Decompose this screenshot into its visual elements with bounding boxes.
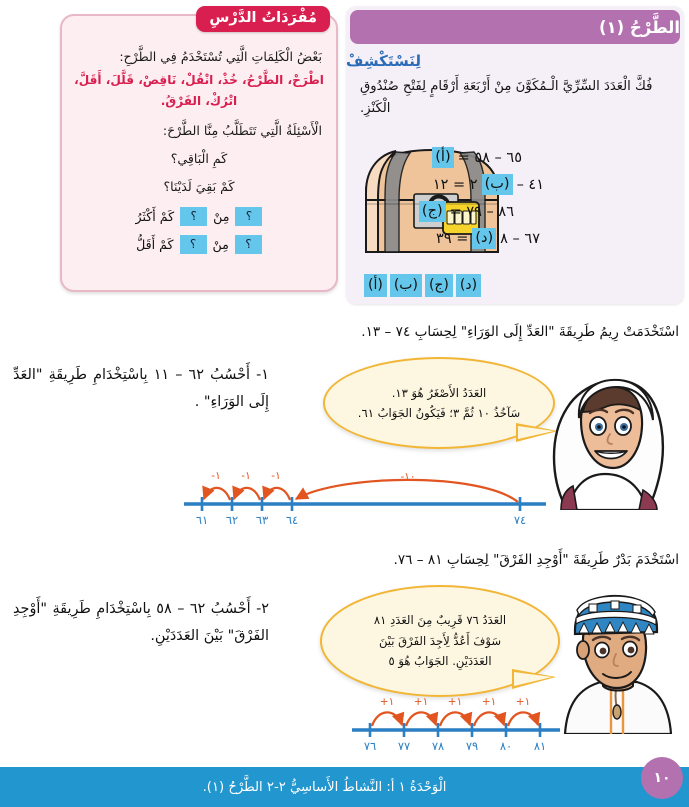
svg-text:٨١: ٨١	[533, 739, 547, 753]
exercise-2-number-line	[348, 694, 564, 754]
question-4-chip-1: ؟	[180, 235, 207, 254]
lesson-vocabulary-card	[60, 10, 338, 292]
svg-text:١+: ١+	[481, 696, 497, 708]
lesson-title: الطَّرْحُ (١)	[599, 17, 680, 37]
question-3-chip-1: ؟	[180, 207, 207, 226]
girl-bubble-line-1: العَدَدُ الأَصْغَرُ هُوَ ١٣.	[391, 385, 487, 400]
vocabulary-card-title: مُفْرَدَاتُ الدَّرْسِ	[196, 6, 330, 32]
exercise-1-number: ١-	[256, 367, 269, 383]
page-footer	[0, 767, 689, 807]
vocabulary-intro-text: بَعْضُ الْكَلِمَاتِ الَّتِي تُسْتَخْدَمُ فِي الطَّرْحِ:	[119, 49, 322, 64]
answer-slot-b[interactable]: (ب)	[390, 274, 422, 297]
vocabulary-question-3	[72, 207, 326, 226]
svg-text:١-: ١-	[241, 470, 251, 482]
equation-row-b	[354, 171, 544, 198]
equation-b-right: ٢ = ١٢	[432, 176, 478, 193]
question-3-chip-2: ؟	[235, 207, 262, 226]
vocabulary-question-1: كَمِ الْبَاقِي؟	[170, 151, 228, 167]
svg-text:٦١: ٦١	[195, 513, 209, 527]
boy-bubble-line-1: العَدَدُ ٧٦ قَرِيبٌ مِنَ العَدَدِ ٨١	[373, 612, 507, 627]
svg-text:١-: ١-	[211, 470, 221, 482]
equation-c-left: ٨٦ – ٧٩ =	[449, 203, 514, 220]
exercise-2-number: ٢-	[256, 601, 269, 617]
answer-slot-d[interactable]: (د)	[456, 274, 481, 297]
exercise-2-task	[13, 596, 269, 649]
vocabulary-question-4	[72, 235, 326, 254]
vocabulary-word-list: اطْرَحْ، الطَّرْحُ، خُذْ، انْقُلْ، نَاقِصْ، قَلَّلَ، أَقَلَّ، اتْرُكْ، الفَرْقُ.	[74, 73, 324, 109]
question-4-chip-2: ؟	[235, 235, 262, 254]
exercise-1-task	[13, 362, 269, 415]
svg-text:٧٦: ٧٦	[363, 739, 377, 753]
exercise-1-intro: اسْتَخْدَمَتْ رِيمُ طَرِيقَةَ "العَدِّ إِلَى الوَرَاءِ" لِحِسَابِ ٧٤ – ١٣.	[361, 324, 679, 340]
exercise-2-task-text: أَحْسُبُ ٦٢ – ٥٨ بِاسْتِخْدَامِ طَرِيقَةِ "أَوْجِدِ الفَرْقَ" بَيْنَ العَدَدَيْنِ.	[13, 601, 269, 644]
svg-text:٨٠: ٨٠	[499, 739, 513, 753]
svg-text:١+: ١+	[447, 696, 463, 708]
footer-text: الْوَحْدَةُ ١ أ: النَّشاطُ الأَساسِيُّ ٢-٢ الطَّرْحُ (١).	[202, 779, 447, 795]
secret-number-equations	[354, 144, 544, 252]
exercise-2-intro: اسْتَخْدَمَ بَدْرٌ طَرِيقَةَ "أَوْجِدِ الفَرْقَ" لِحِسَابِ ٨١ – ٧٦.	[393, 552, 679, 568]
exercise-1-task-text: أَحْسُبُ ٦٢ – ١١ بِاسْتِخْدَامِ طَرِيقَةِ "العَدِّ إِلَى الوَرَاءِ" .	[13, 367, 269, 410]
svg-text:٦٣: ٦٣	[255, 513, 269, 527]
equation-row-d	[354, 225, 544, 252]
equation-row-a	[354, 144, 544, 171]
question-4-prefix: كَمْ أَقَلُّ	[136, 237, 174, 253]
explore-prompt-text: فُكَّ الْعَدَدَ السِّرِّيَّ الْـمُكَوَّنَ مِنْ أَرْبَعَةِ أَرْقَامٍ لِفَتْحِ صُنْدُوقِ الْكَنْزِ.	[360, 79, 653, 117]
equation-c-blank[interactable]: (ج)	[419, 201, 446, 223]
equation-d-left: ٦٧ – ٨	[500, 230, 540, 247]
explore-subtitle: لِنَسْتَكْشِفْ	[346, 52, 421, 70]
svg-text:٧٨: ٧٨	[431, 739, 445, 753]
svg-text:١+: ١+	[515, 696, 531, 708]
explore-card-header	[350, 10, 680, 44]
secret-code-answer-strip	[364, 274, 481, 297]
svg-text:٧٩: ٧٩	[465, 739, 479, 753]
boy-bubble-line-2: سَوْفَ أَعُدُّ لِأَجِدَ الفَرْقَ بَيْنَ	[378, 633, 502, 648]
svg-text:١+: ١+	[413, 696, 429, 708]
boy-bubble-line-3: العَدَدَيْنِ. الجَوَابُ هُوَ ٥	[388, 654, 492, 669]
svg-text:٧٤: ٧٤	[513, 513, 527, 527]
answer-slot-c[interactable]: (ج)	[425, 274, 453, 297]
vocabulary-questions-intro: الْأَسْئِلَةُ الَّتِي تَتَطَلَّبُ مِنَّا الطَّرْحَ:	[162, 123, 322, 139]
equation-a-blank[interactable]: (أ)	[432, 147, 453, 169]
equation-a-left: ٦٥ – ٥٨ =	[457, 149, 522, 166]
svg-text:٦٢: ٦٢	[225, 513, 239, 527]
svg-text:٧٧: ٧٧	[397, 739, 411, 753]
exercise-1-number-line	[180, 466, 550, 528]
question-3-mid: مِنْ	[213, 209, 230, 225]
equation-d-right: = ٣٩	[436, 230, 469, 247]
svg-text:١-: ١-	[271, 470, 281, 482]
question-3-prefix: كَمْ أَكْثَرُ	[135, 209, 175, 225]
top-section	[0, 0, 689, 312]
girl-bubble-line-2: سَآخُذُ ١٠ ثُمَّ ٣؛ فَيَكُونُ الجَوَابُ ٦١.	[357, 406, 521, 420]
lesson-explore-card	[346, 6, 684, 304]
question-4-mid: مِنْ	[212, 237, 229, 253]
boy-character-illustration	[545, 592, 689, 734]
girl-character-illustration	[543, 358, 689, 510]
svg-text:٦٤: ٦٤	[285, 513, 299, 527]
svg-text:١+: ١+	[379, 696, 395, 708]
equation-b-blank[interactable]: (ب)	[482, 174, 513, 196]
equation-d-blank[interactable]: (د)	[472, 228, 496, 250]
equation-row-c	[354, 198, 544, 225]
vocabulary-card-body	[72, 46, 326, 254]
vocabulary-question-2: كَمْ بَقِيَ لَدَيْنَا؟	[163, 179, 235, 195]
equation-b-left: ٤١ –	[516, 176, 544, 193]
svg-text:١٠-: ١٠-	[400, 471, 416, 483]
answer-slot-a[interactable]: (أ)	[364, 274, 387, 297]
page-number-badge: ١٠	[641, 757, 683, 799]
